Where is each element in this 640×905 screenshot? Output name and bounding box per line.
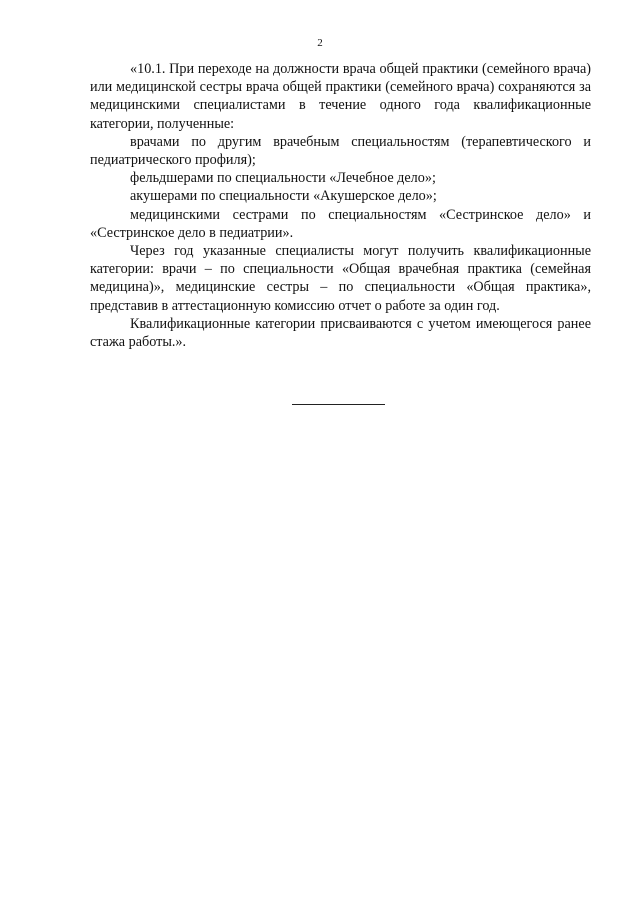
document-body xyxy=(90,60,591,351)
paragraph-paramedics: фельдшерами по специальности «Лечебное дело»; xyxy=(130,170,436,187)
paragraph-obstetricians: акушерами по специальности «Акушерское дело»; xyxy=(130,188,437,205)
paragraph-doctors: врачами по другим врачебным специальностям (терапевтического и педиатрического профиля); xyxy=(90,133,591,169)
paragraph-clause-10-1: «10.1. При переходе на должности врача общей практики (семейного врача) или медицинской сестры врача общей практики (семейного врача) сохраняются за медицинскими специалистами в течение одного года квалификационные категории, полученные: xyxy=(90,61,591,132)
paragraph-categories-assigned: Квалификационные категории присваиваются с учетом имеющегося ранее стажа работы.». xyxy=(90,315,591,351)
paragraph-nurses: медицинскими сестрами по специальностям «Сестринское дело» и «Сестринское дело в педиатрии». xyxy=(90,206,591,241)
end-divider-line xyxy=(292,404,385,405)
page-number: 2 xyxy=(317,37,323,49)
paragraph-after-one-year: Через год указанные специалисты могут получить квалификационные категории: врачи – по специальности «Общая врачебная практика (семейная медицина)», медицинские сестры – по специальности «Общая практика», представив в аттестационную комиссию отчет о работе за один год. xyxy=(90,243,591,314)
